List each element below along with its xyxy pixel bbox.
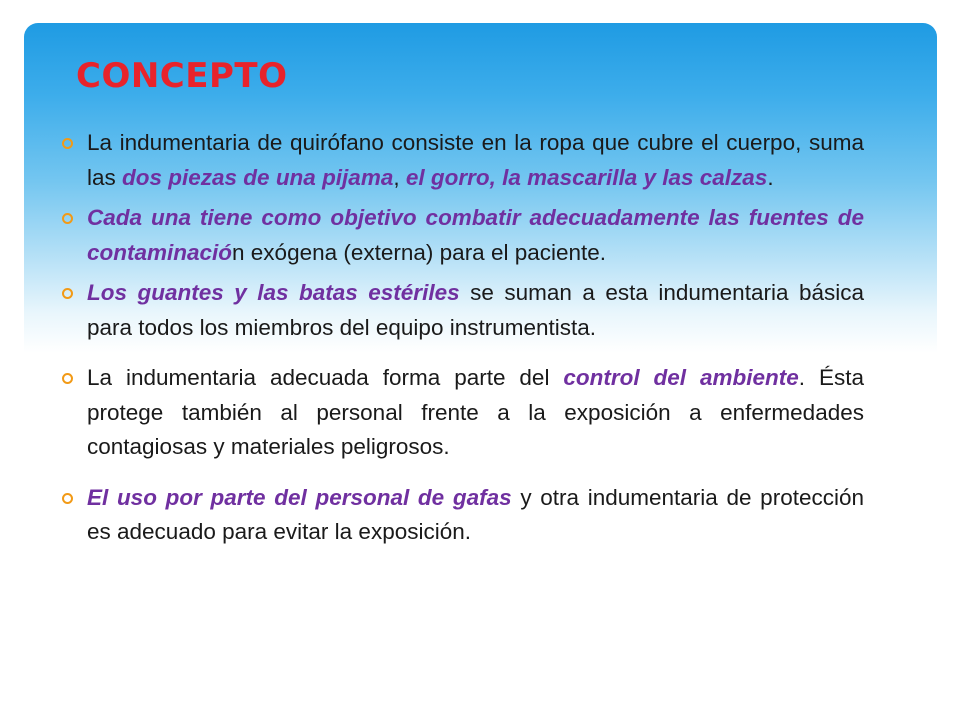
bullet-item: [62, 126, 864, 195]
hollow-circle-icon: [62, 138, 73, 149]
bullet-text: La indumentaria de quirófano consiste en la ropa que cubre el cuerpo, suma las: [87, 130, 864, 190]
bullet-list: [62, 126, 864, 556]
bullet-item: [62, 361, 864, 465]
bullet-text: se suman a esta indumentaria básica para todos los miembros del equipo instrumentista.: [87, 280, 864, 340]
hollow-circle-icon: [62, 373, 73, 384]
hollow-circle-icon: [62, 493, 73, 504]
bullet-item: [62, 481, 864, 550]
bullet-item: [62, 276, 864, 345]
hollow-circle-icon: [62, 288, 73, 299]
hollow-circle-icon: [62, 213, 73, 224]
bullet-emphasis: El uso por parte del personal de gafas: [87, 484, 512, 510]
bullet-emphasis: dos piezas de una pijama: [122, 164, 394, 190]
slide-title: CONCEPTO: [76, 56, 288, 96]
bullet-text: . Ésta protege también al personal frente a la exposición a enfermedades contagiosas y materiales peligrosos.: [87, 365, 864, 459]
bullet-text: ,: [393, 164, 406, 190]
bullet-text: y otra indumentaria de protección es adecuado para evitar la exposición.: [87, 484, 864, 544]
bullet-text: .: [767, 164, 774, 190]
bullet-emphasis: Cada una tiene como objetivo combatir adecuadamente las fuentes de contaminació: [87, 205, 864, 265]
bullet-emphasis: Los guantes y las batas estériles: [87, 280, 460, 305]
bullet-text: n exógena (externa) para el paciente.: [232, 239, 607, 265]
bullet-text: La indumentaria adecuada forma parte del: [87, 365, 564, 390]
bullet-emphasis: control del ambiente: [563, 365, 799, 390]
bullet-emphasis: el gorro, la mascarilla y las calzas: [405, 164, 768, 190]
bullet-item: [62, 201, 864, 270]
